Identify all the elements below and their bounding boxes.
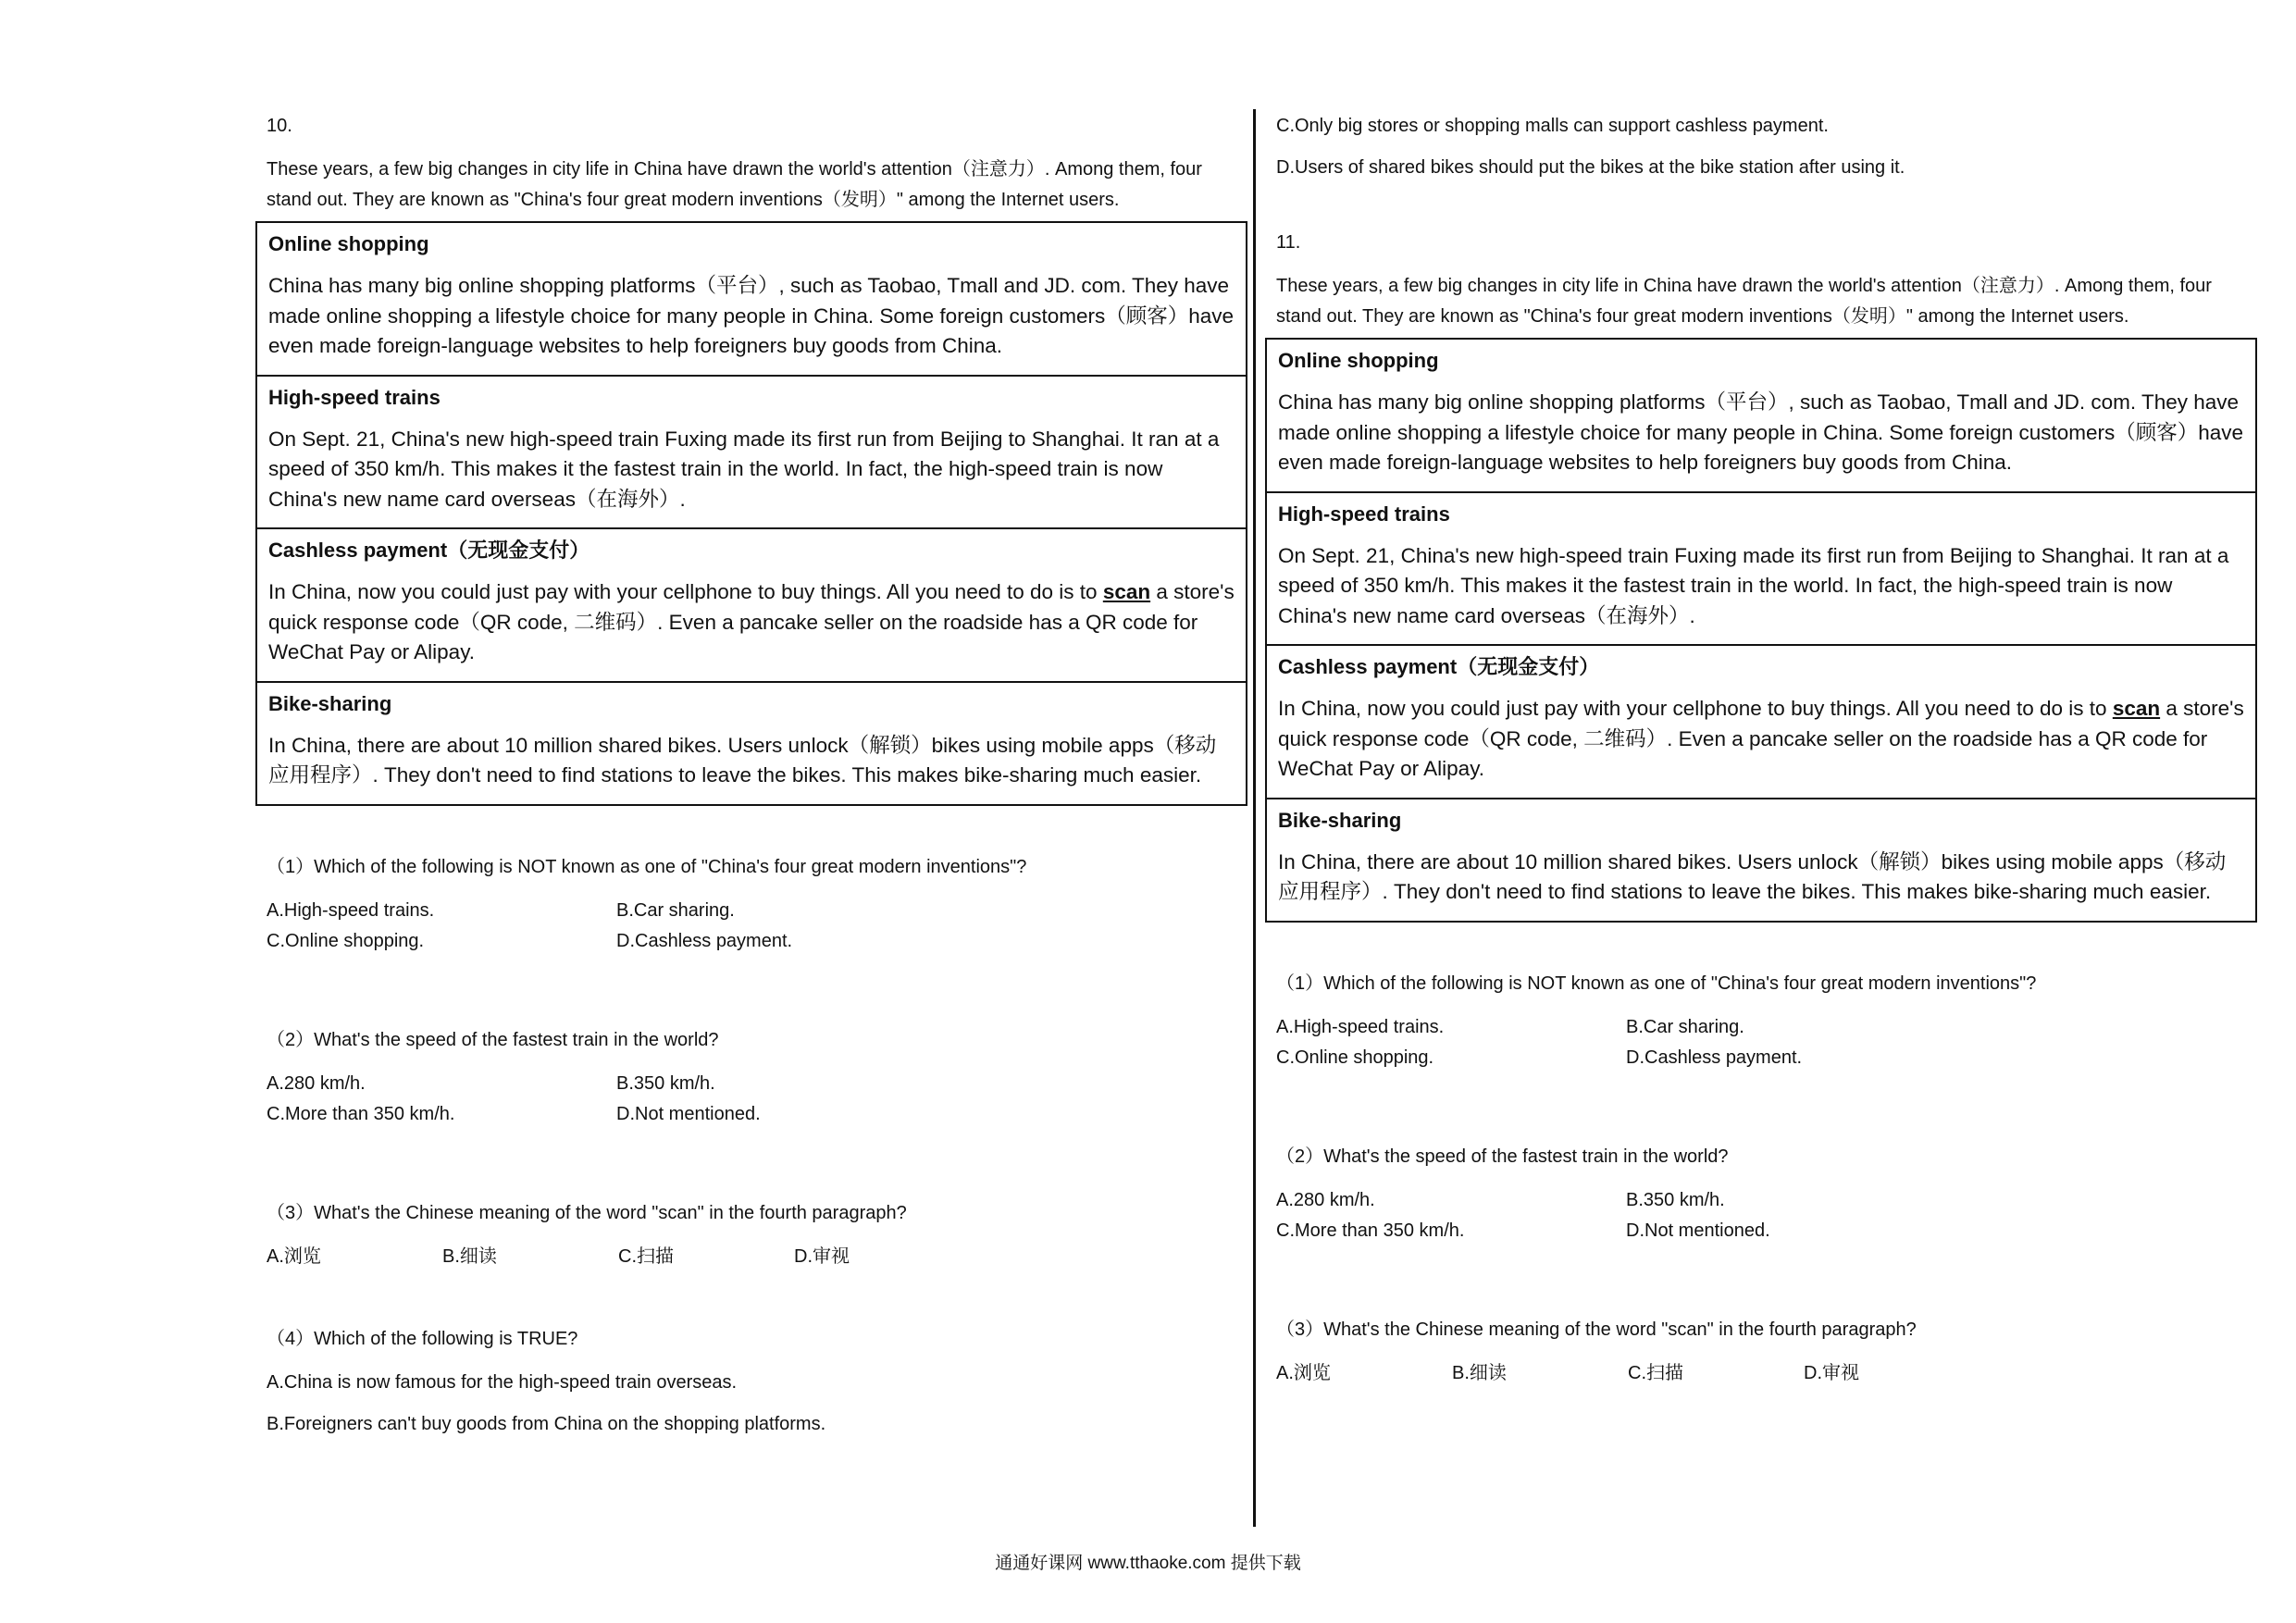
question-text: （1）Which of the following is NOT known as one of "China's four great modern inventions"? (1276, 973, 2037, 994)
page-footer: 通通好课网 www.tthaoke.com 提供下载 (995, 1554, 1301, 1573)
passage-cell (1266, 799, 2256, 922)
passage-heading: Cashless payment（无现金支付） (268, 539, 590, 562)
question-number: 10. (267, 116, 292, 136)
question-3 (255, 1198, 1250, 1272)
left-column (255, 111, 1250, 1451)
option-a[interactable]: A.China is now famous for the high-speed train overseas. (267, 1371, 738, 1393)
option-c[interactable]: C.Online shopping. (1276, 1047, 1434, 1068)
question-2 (255, 1025, 1250, 1130)
question-text: （3）What's the Chinese meaning of the word "scan" in the fourth paragraph? (1276, 1319, 1917, 1340)
option-c[interactable]: C.Online shopping. (267, 930, 425, 951)
intro-line: stand out. They are known as "China's four great modern inventions（发明）" among the Internet users. (1276, 306, 2129, 327)
options (267, 896, 1250, 957)
option-b[interactable]: B.Car sharing. (616, 899, 735, 921)
option-b[interactable]: B.350 km/h. (616, 1072, 715, 1094)
question-text: （3）What's the Chinese meaning of the word "scan" in the fourth paragraph? (267, 1202, 907, 1223)
column-divider (1253, 109, 1256, 1527)
option-c[interactable]: C.Only big stores or shopping malls can support cashless payment. (1276, 116, 1829, 136)
question-text: （4）Which of the following is TRUE? (267, 1328, 578, 1349)
text-segment: a store's quick response code（QR code, 二维码）. Even a pancake seller on the roadside has a QR code for WeChat Pay or Alipay. (1278, 697, 2244, 780)
option-d[interactable]: D.Not mentioned. (616, 1103, 761, 1124)
passage-heading: Bike-sharing (1278, 808, 1402, 832)
option-b[interactable]: B.Foreigners can't buy goods from China on the shopping platforms. (267, 1413, 826, 1434)
question-text: （1）Which of the following is NOT known as one of "China's four great modern inventions"? (267, 856, 1027, 877)
passage-table (1265, 338, 2257, 923)
option-d[interactable]: D.审视 (794, 1245, 850, 1267)
option-c[interactable]: C.扫描 (1628, 1362, 1683, 1383)
option-c[interactable]: C.More than 350 km/h. (1276, 1220, 1465, 1241)
option-d[interactable]: D.Users of shared bikes should put the bikes at the bike station after using it. (1276, 157, 1905, 178)
options (267, 1242, 1250, 1272)
passage-heading: Cashless payment（无现金支付） (1278, 655, 1600, 678)
question-number: 11. (1276, 232, 1301, 253)
option-c[interactable]: C.More than 350 km/h. (267, 1103, 455, 1124)
question-text: （2）What's the speed of the fastest train in the world? (267, 1029, 719, 1050)
option-d[interactable]: D.Cashless payment. (616, 930, 793, 951)
passage-cell (256, 528, 1247, 682)
scan-word: scan (1102, 580, 1151, 603)
intro-line: These years, a few big changes in city life in China have drawn the world's attention（注意力）. Among them, four (1276, 276, 2212, 296)
options (1276, 1185, 2260, 1246)
passage-cell (1266, 339, 2256, 492)
passage-text: On Sept. 21, China's new high-speed train Fuxing made its first run from Beijing to Shanghai. It ran at a speed of 350 km/h. This makes it the fastest train in the world. In fact, the high-speed train is now China's new name card overseas（在海外）. (268, 427, 1220, 511)
option-d[interactable]: D.Cashless payment. (1626, 1047, 1803, 1068)
passage-heading: Bike-sharing (268, 691, 392, 715)
question-1 (255, 852, 1250, 957)
question-3 (1265, 1315, 2260, 1389)
passage-text: In China, there are about 10 million shared bikes. Users unlock（解锁）bikes using mobile apps（移动应用程序）. They don't need to find stations to leave the bikes. This makes bike-sharing much easier. (1278, 849, 2227, 903)
passage-cell (256, 682, 1247, 805)
question-1 (1265, 969, 2260, 1073)
passage-text (1278, 694, 2244, 785)
option-a[interactable]: A.浏览 (1276, 1362, 1331, 1383)
passage-heading: High-speed trains (1278, 502, 1450, 526)
option-a[interactable]: A.High-speed trains. (1276, 1016, 1445, 1037)
passage-heading: Online shopping (268, 232, 429, 255)
question-text: （2）What's the speed of the fastest train in the world? (1276, 1146, 1729, 1167)
option-b[interactable]: B.350 km/h. (1626, 1189, 1725, 1210)
text-segment: In China, now you could just pay with your cellphone to buy things. All you need to do is to (1278, 697, 2113, 720)
passage-text: China has many big online shopping platforms（平台）, such as Taobao, Tmall and JD. com. They have made online shopping a lifestyle choice for many people in China. Some foreign customers（顾客）have even made foreign-language websites to help foreigners buy goods from China. (1278, 390, 2244, 474)
text-segment: a store's quick response code（QR code, 二维码）. Even a pancake seller on the roadside has a QR code for WeChat Pay or Alipay. (268, 580, 1235, 663)
right-column (1265, 111, 2260, 1389)
passage-heading: Online shopping (1278, 349, 1439, 372)
options (1276, 1358, 2260, 1389)
intro-line: stand out. They are known as "China's four great modern inventions（发明）" among the Internet users. (267, 190, 1120, 210)
passage-heading: High-speed trains (268, 385, 441, 409)
scan-word: scan (2112, 697, 2161, 720)
passage-text: In China, there are about 10 million shared bikes. Users unlock（解锁）bikes using mobile apps（移动应用程序）. They don't need to find stations to leave the bikes. This makes bike-sharing much easier. (268, 733, 1217, 787)
option-b[interactable]: B.Car sharing. (1626, 1016, 1744, 1037)
option-d[interactable]: D.审视 (1804, 1362, 1859, 1383)
passage-cell (256, 222, 1247, 376)
intro-line: These years, a few big changes in city life in China have drawn the world's attention（注意力）. Among them, four (267, 159, 1202, 180)
passage-cell (256, 376, 1247, 529)
option-a[interactable]: A.浏览 (267, 1245, 321, 1267)
passage-table (255, 221, 1247, 806)
options (267, 1069, 1250, 1130)
question-2 (1265, 1142, 2260, 1246)
option-c[interactable]: C.扫描 (618, 1245, 674, 1267)
option-b[interactable]: B.细读 (442, 1245, 497, 1267)
passage-cell (1266, 645, 2256, 799)
passage-text (268, 577, 1235, 668)
passage-text: On Sept. 21, China's new high-speed train Fuxing made its first run from Beijing to Shanghai. It ran at a speed of 350 km/h. This makes it the fastest train in the world. In fact, the high-speed train is now China's new name card overseas（在海外）. (1278, 543, 2229, 627)
options (1276, 1012, 2260, 1073)
text-segment: In China, now you could just pay with your cellphone to buy things. All you need to do is to (268, 580, 1103, 603)
question-4 (255, 1324, 1250, 1440)
passage-text: China has many big online shopping platforms（平台）, such as Taobao, Tmall and JD. com. They have made online shopping a lifestyle choice for many people in China. Some foreign customers（顾客）have even made foreign-language websites to help foreigners buy goods from China. (268, 274, 1235, 357)
option-a[interactable]: A.280 km/h. (267, 1072, 366, 1094)
option-a[interactable]: A.High-speed trains. (267, 899, 435, 921)
option-b[interactable]: B.细读 (1452, 1362, 1507, 1383)
option-a[interactable]: A.280 km/h. (1276, 1189, 1375, 1210)
option-d[interactable]: D.Not mentioned. (1626, 1220, 1770, 1241)
passage-cell (1266, 492, 2256, 646)
